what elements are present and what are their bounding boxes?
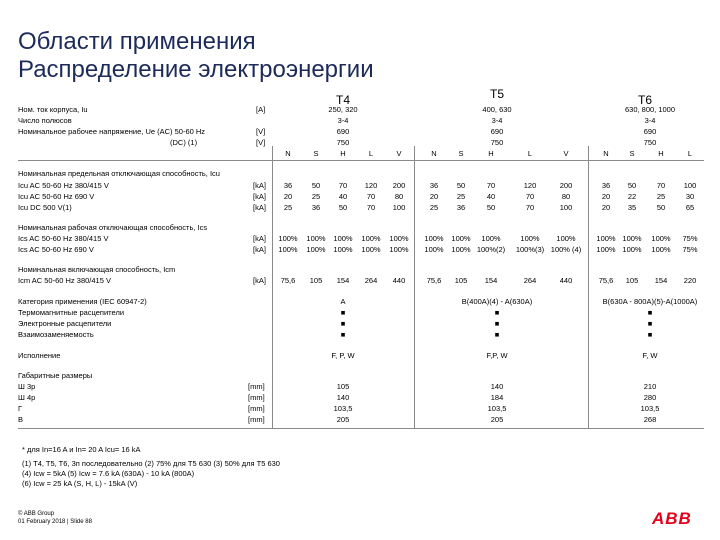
label-ics-380: Ics AC 50-60 Hz 380/415 V (18, 234, 109, 243)
t4-icu-690-cell: 25 (311, 192, 321, 201)
t6-execution: F, W (642, 351, 658, 360)
footnote-2: (4) Icw = 5kA (5) Icw = 7.6 kA (630A) - 10 kA (800A) (22, 469, 195, 478)
t5-poles: 3-4 (491, 116, 503, 125)
t5-interchangeability-mark: ■ (494, 330, 500, 339)
t5-icu-380-cell: 36 (429, 181, 439, 190)
series-header-t6: T6 (637, 93, 653, 107)
t5-depth: 103,5 (487, 404, 507, 413)
t4-ics-380-cell: 100% (389, 234, 409, 243)
t6-icu-dc-cell: 65 (685, 203, 695, 212)
t6-icu-380-cell: 100 (683, 181, 697, 190)
t4-height: 205 (336, 415, 350, 424)
t4-icu-dc-cell: 70 (366, 203, 376, 212)
unit-ka-ics-690: [kA] (253, 245, 266, 254)
abb-logo: ABB (652, 509, 692, 528)
t5-thermomagnetic-mark: ■ (494, 308, 500, 317)
t5-icu-690-cell: 20 (429, 192, 439, 201)
t5-ics-690-cell: 100%(2) (476, 245, 506, 254)
t6-ics-380-cell: 100% (622, 234, 642, 243)
unit-a: [A] (256, 105, 266, 114)
t5-height: 205 (490, 415, 504, 424)
t6-version-cell: N (603, 149, 609, 158)
t6-icu-dc-cell: 20 (601, 203, 611, 212)
t4-voltage-dc: 750 (336, 138, 350, 147)
t6-electronic-mark: ■ (647, 319, 653, 328)
t4-icu-380-cell: 70 (338, 181, 348, 190)
label-interchangeability: Взаимозаменяемость (18, 330, 94, 339)
t4-icu-380-cell: 120 (364, 181, 378, 190)
unit-v-ac: [V] (256, 127, 266, 136)
footnote-star: * для In=16 A и In= 20 A Icu= 16 kA (22, 445, 141, 454)
t5-ics-380-cell: 100% (520, 234, 540, 243)
t6-icu-dc-cell: 50 (656, 203, 666, 212)
t4-category: A (340, 297, 346, 306)
t6-ics-690-cell: 100% (622, 245, 642, 254)
t4-ics-690-cell: 100% (278, 245, 298, 254)
t5-ics-380-cell: 100% (451, 234, 471, 243)
t5-icu-690-cell: 40 (486, 192, 496, 201)
t5-icm-cell: 105 (454, 276, 468, 285)
t4-icm-cell: 154 (336, 276, 350, 285)
t5-icu-dc-cell: 100 (559, 203, 573, 212)
t5-icu-690-cell: 70 (525, 192, 535, 201)
t4-icu-690-cell: 70 (366, 192, 376, 201)
t5-rated-current: 400, 630 (482, 105, 512, 114)
t4-interchangeability-mark: ■ (340, 330, 346, 339)
t4-icm-cell: 105 (309, 276, 323, 285)
page-subtitle: Распределение электроэнергии (18, 56, 374, 83)
t5-ics-690-cell: 100% (451, 245, 471, 254)
t6-thermomagnetic-mark: ■ (647, 308, 653, 317)
t4-ics-380-cell: 100% (361, 234, 381, 243)
t4-icu-690-cell: 20 (283, 192, 293, 201)
t6-ics-380-cell: 75% (682, 234, 698, 243)
t4-rated-current: 250, 320 (328, 105, 358, 114)
label-poles: Число полюсов (18, 116, 72, 125)
unit-mm-d: [mm] (248, 404, 265, 413)
divider-t5-t6 (588, 146, 589, 428)
unit-ka-icu-690: [kA] (253, 192, 266, 201)
t6-width-4p: 280 (643, 393, 657, 402)
series-header-t4: T4 (335, 93, 351, 107)
unit-ka-icu-dc: [kA] (253, 203, 266, 212)
label-rated-current: Ном. ток корпуса, Iu (18, 105, 88, 114)
t5-ics-690-cell: 100% (424, 245, 444, 254)
t6-icm-cell: 75,6 (598, 276, 614, 285)
label-icu-heading: Номинальная предельная отключающая способность, Icu (18, 169, 220, 178)
t5-icu-dc-cell: 25 (429, 203, 439, 212)
label-icm-heading: Номинальная включающая способность, Icm (18, 265, 176, 274)
t6-poles: 3-4 (644, 116, 656, 125)
t6-icu-dc-cell: 35 (627, 203, 637, 212)
t6-icm-cell: 154 (654, 276, 668, 285)
t5-electronic-mark: ■ (494, 319, 500, 328)
t4-icm-cell: 75,6 (280, 276, 296, 285)
t6-icu-690-cell: 22 (627, 192, 637, 201)
t5-width-4p: 184 (490, 393, 504, 402)
footer-company: © ABB Group (18, 511, 55, 517)
t4-electronic-mark: ■ (340, 319, 346, 328)
unit-mm-w4: [mm] (248, 393, 265, 402)
t4-icu-380-cell: 36 (283, 181, 293, 190)
label-rated-voltage-ac: Номинальное рабочее напряжение, Ue (AC) 50-60 Hz (18, 127, 206, 136)
t6-icm-cell: 220 (683, 276, 697, 285)
t6-interchangeability-mark: ■ (647, 330, 653, 339)
t4-ics-690-cell: 100% (333, 245, 353, 254)
t6-ics-380-cell: 100% (596, 234, 616, 243)
t4-ics-380-cell: 100% (278, 234, 298, 243)
t4-version-cell: N (285, 149, 291, 158)
t4-ics-380-cell: 100% (306, 234, 326, 243)
label-depth: Г (18, 404, 23, 413)
t4-ics-690-cell: 100% (361, 245, 381, 254)
t4-icu-380-cell: 50 (311, 181, 321, 190)
divider-t4-t5 (414, 146, 415, 428)
t6-icu-690-cell: 30 (685, 192, 695, 201)
t6-icu-690-cell: 25 (656, 192, 666, 201)
t6-rated-current: 630, 800, 1000 (624, 105, 676, 114)
t6-version-cell: H (658, 149, 664, 158)
t5-icu-dc-cell: 36 (456, 203, 466, 212)
t4-icu-dc-cell: 50 (338, 203, 348, 212)
t5-icu-380-cell: 120 (523, 181, 537, 190)
t5-ics-690-cell: 100%(3) (515, 245, 545, 254)
t5-execution: F,P, W (486, 351, 508, 360)
t6-ics-690-cell: 100% (651, 245, 671, 254)
t5-voltage-ac: 690 (490, 127, 504, 136)
t5-ics-380-cell: 100% (556, 234, 576, 243)
label-height: В (18, 415, 24, 424)
t5-width-3p: 140 (490, 382, 504, 391)
label-icm-380: Icm AC 50-60 Hz 380/415 V (18, 276, 111, 285)
t6-height: 268 (643, 415, 657, 424)
unit-mm-w3: [mm] (248, 382, 265, 391)
t6-icu-380-cell: 50 (627, 181, 637, 190)
t5-icm-cell: 440 (559, 276, 573, 285)
t4-ics-690-cell: 100% (389, 245, 409, 254)
t4-icu-dc-cell: 100 (392, 203, 406, 212)
footnote-3: (6) Icw = 25 kA (S, H, L) - 15kA (V) (22, 479, 138, 488)
label-width-4p: Ш 4р (18, 393, 36, 402)
t6-icu-380-cell: 36 (601, 181, 611, 190)
label-ics-690: Ics AC 50-60 Hz 690 V (18, 245, 94, 254)
t6-version-cell: L (687, 149, 693, 158)
label-ics-heading: Номинальная рабочая отключающая способность, Ics (18, 223, 208, 232)
t5-version-cell: S (458, 149, 464, 158)
unit-ka-ics-380: [kA] (253, 234, 266, 243)
t6-category: B(630A - 800A)(5)-A(1000A) (602, 297, 698, 306)
t5-version-cell: V (563, 149, 569, 158)
t5-category: B(400A)(4) - A(630A) (461, 297, 533, 306)
label-execution: Исполнение (18, 351, 61, 360)
label-dimensions: Габаритные размеры (18, 371, 93, 380)
label-rated-voltage-dc: (DC) (1) (170, 138, 198, 147)
t4-version-cell: V (396, 149, 402, 158)
t4-width-3p: 105 (336, 382, 350, 391)
t6-ics-690-cell: 75% (682, 245, 698, 254)
t6-ics-690-cell: 100% (596, 245, 616, 254)
t5-icu-380-cell: 70 (486, 181, 496, 190)
t4-execution: F, P, W (331, 351, 355, 360)
unit-ka-icu-380: [kA] (253, 181, 266, 190)
t5-icu-380-cell: 50 (456, 181, 466, 190)
divider-header (18, 160, 704, 161)
t6-depth: 103,5 (640, 404, 660, 413)
t4-version-cell: S (313, 149, 319, 158)
t4-depth: 103,5 (333, 404, 353, 413)
series-header-t5: T5 (489, 87, 505, 101)
t5-icm-cell: 75,6 (426, 276, 442, 285)
t6-voltage-dc: 750 (643, 138, 657, 147)
footer-date: 01 February 2018 | Slide 88 (18, 519, 92, 525)
unit-mm-h: [mm] (248, 415, 265, 424)
t4-version-cell: H (340, 149, 346, 158)
unit-ka-icm: [kA] (253, 276, 266, 285)
label-thermomagnetic: Термомагнитные расцепители (18, 308, 125, 317)
t4-ics-690-cell: 100% (306, 245, 326, 254)
t5-ics-380-cell: 100% (481, 234, 501, 243)
t4-icu-dc-cell: 25 (283, 203, 293, 212)
t5-version-cell: L (527, 149, 533, 158)
t4-icu-690-cell: 80 (394, 192, 404, 201)
t4-icu-dc-cell: 36 (311, 203, 321, 212)
unit-v-dc: [V] (256, 138, 266, 147)
t5-icu-dc-cell: 50 (486, 203, 496, 212)
t4-width-4p: 140 (336, 393, 350, 402)
t4-icu-690-cell: 40 (338, 192, 348, 201)
t4-poles: 3-4 (337, 116, 349, 125)
t5-version-cell: N (431, 149, 437, 158)
t6-voltage-ac: 690 (643, 127, 657, 136)
label-width-3p: Ш 3р (18, 382, 36, 391)
t5-icu-380-cell: 200 (559, 181, 573, 190)
divider-units (272, 146, 273, 428)
t4-voltage-ac: 690 (336, 127, 350, 136)
t6-icm-cell: 105 (625, 276, 639, 285)
t5-icm-cell: 154 (484, 276, 498, 285)
t5-version-cell: H (488, 149, 494, 158)
t5-ics-690-cell: 100% (4) (550, 245, 582, 254)
t6-icu-380-cell: 70 (656, 181, 666, 190)
t5-ics-380-cell: 100% (424, 234, 444, 243)
label-category: Категория применения (IEC 60947-2) (18, 297, 147, 306)
t4-icu-380-cell: 200 (392, 181, 406, 190)
t6-version-cell: S (629, 149, 635, 158)
t6-icu-690-cell: 20 (601, 192, 611, 201)
label-icu-380: Icu AC 50-60 Hz 380/415 V (18, 181, 109, 190)
t5-icm-cell: 264 (523, 276, 537, 285)
t4-icm-cell: 264 (364, 276, 378, 285)
t4-icm-cell: 440 (392, 276, 406, 285)
label-icu-690: Icu AC 50-60 Hz 690 V (18, 192, 95, 201)
t6-ics-380-cell: 100% (651, 234, 671, 243)
t4-version-cell: L (368, 149, 374, 158)
label-electronic: Электронные расцепители (18, 319, 112, 328)
t6-width-3p: 210 (643, 382, 657, 391)
t4-ics-380-cell: 100% (333, 234, 353, 243)
t5-icu-690-cell: 25 (456, 192, 466, 201)
t5-icu-dc-cell: 70 (525, 203, 535, 212)
label-icu-dc: Icu DC 500 V(1) (18, 203, 72, 212)
t5-voltage-dc: 750 (490, 138, 504, 147)
divider-bottom (18, 428, 704, 429)
footnote-1: (1) T4, T5, T6, 3п последовательно (2) 75% для T5 630 (3) 50% для T5 630 (22, 459, 280, 468)
t4-thermomagnetic-mark: ■ (340, 308, 346, 317)
t5-icu-690-cell: 80 (561, 192, 571, 201)
page-title: Области применения (18, 28, 256, 55)
